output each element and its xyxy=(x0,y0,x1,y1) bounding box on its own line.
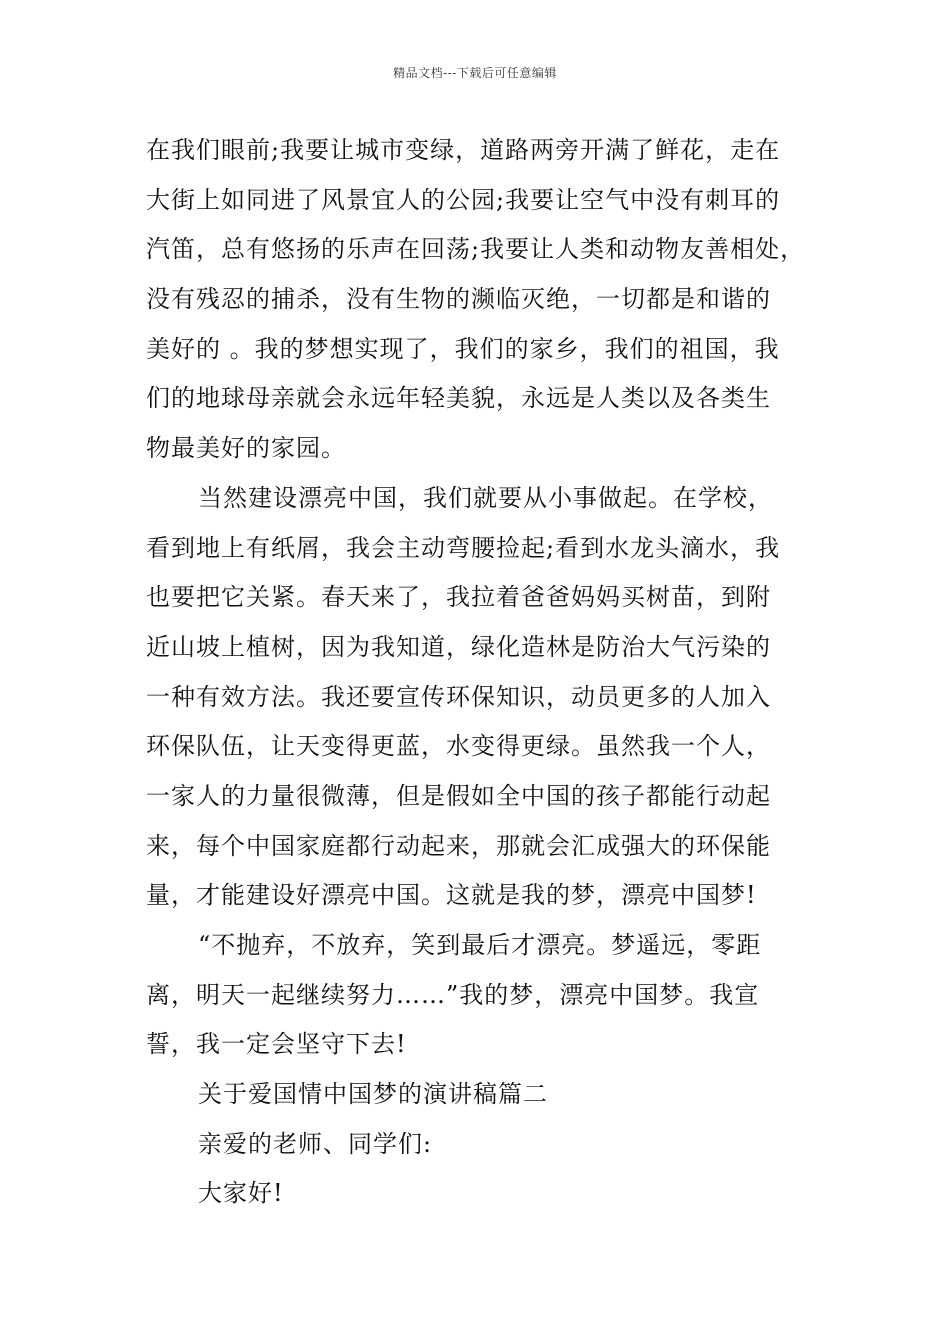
text-line: 没有残忍的捕杀，没有生物的濒临灭绝，一切都是和谐的 xyxy=(146,285,771,314)
page-header: 精品文档---下载后可任意编辑 xyxy=(393,66,557,80)
text-line: 环保队伍，让天变得更蓝，水变得更绿。虽然我一个人， xyxy=(146,732,771,761)
document-body xyxy=(146,126,826,1219)
text-line: 来，每个中国家庭都行动起来，那就会汇成强大的环保能 xyxy=(146,831,771,860)
text-line: 们的地球母亲就会永远年轻美貌，永远是人类以及各类生 xyxy=(146,384,771,413)
section-title: 关于爱国情中国梦的演讲稿篇二 xyxy=(198,1080,548,1109)
text-line: 汽笛，总有悠扬的乐声在回荡;我要让人类和动物友善相处， xyxy=(146,235,806,264)
text-line: 物最美好的家园。 xyxy=(146,434,346,463)
text-line: 看到地上有纸屑，我会主动弯腰捡起;看到水龙头滴水，我 xyxy=(146,533,781,562)
text-line: 离，明天一起继续努力……”我的梦，漂亮中国梦。我宣 xyxy=(146,980,760,1009)
text-line: 一家人的力量很微薄，但是假如全中国的孩子都能行动起 xyxy=(146,781,771,810)
text-line: 也要把它关紧。春天来了，我拉着爸爸妈妈买树苗，到附 xyxy=(146,583,771,612)
salutation: 亲爱的老师、同学们: xyxy=(198,1129,433,1158)
text-line: 近山坡上植树，因为我知道，绿化造林是防治大气污染的 xyxy=(146,632,771,661)
greeting: 大家好! xyxy=(198,1179,284,1208)
text-line: 量，才能建设好漂亮中国。这就是我的梦，漂亮中国梦! xyxy=(146,881,757,910)
text-line: 一种有效方法。我还要宣传环保知识，动员更多的人加入 xyxy=(146,682,771,711)
paragraph-start-line: “不抛弃，不放弃，笑到最后才漂亮。梦遥远，零距 xyxy=(198,931,762,959)
text-line: 誓，我一定会坚守下去! xyxy=(146,1030,407,1059)
text-line: 在我们眼前;我要让城市变绿，道路两旁开满了鲜花，走在 xyxy=(146,136,781,164)
text-line: 大街上如同进了风景宜人的公园;我要让空气中没有刺耳的 xyxy=(146,185,781,214)
paragraph-start-line: 当然建设漂亮中国，我们就要从小事做起。在学校， xyxy=(198,483,773,512)
text-line: 美好的 。我的梦想实现了，我们的家乡，我们的祖国，我 xyxy=(146,334,780,363)
